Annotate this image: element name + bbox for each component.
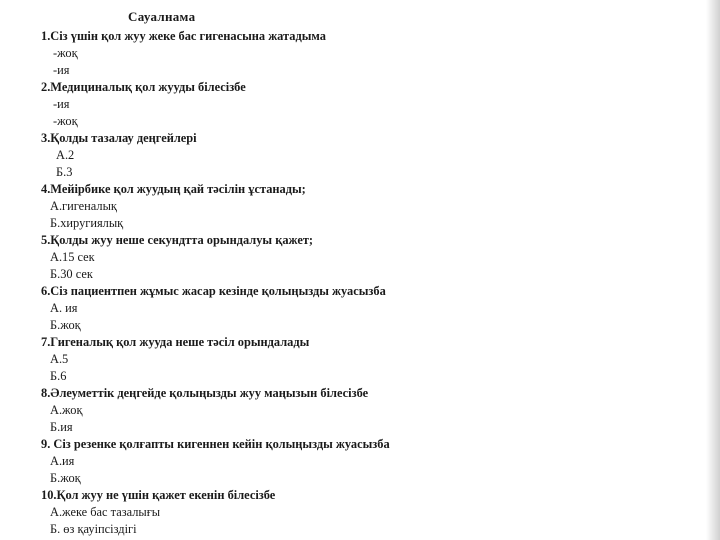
question-2: 2.Медициналық қол жууды білесізбе [41,80,246,94]
question-3: 3.Қолды тазалау деңгейлері [41,131,197,145]
answer-option: А.гигеналық [50,199,117,213]
answer-option: А.ия [50,454,75,468]
answer-option: А.жеке бас тазалығы [50,505,161,519]
answer-option: А.5 [50,352,69,366]
answer-option: Б.6 [50,369,67,383]
question-7: 7.Гигеналық қол жууда неше тәсіл орындалады [41,335,310,349]
answer-option: Б.хиругиялық [50,216,124,230]
answer-option: А. ия [50,301,78,315]
answer-option: Б.30 сек [50,267,93,281]
page-title: Сауалнама [128,9,196,24]
question-1: 1.Сіз үшін қол жуу жеке бас гигенасына жатадыма [41,29,326,43]
question-9: 9. Сіз резенке қолғапты кигеннен кейін қолыңызды жуасызба [41,437,390,451]
question-5: 5.Қолды жуу неше секундтта орындалуы қажет; [41,233,314,247]
answer-option: Б.ия [50,420,73,434]
answer-option: А.жоқ [50,403,83,417]
answer-option: Б. өз қауіпсіздігі [50,522,137,536]
answer-option: Б.жоқ [50,471,81,485]
answer-option: -жоқ [53,114,78,128]
question-4: 4.Мейірбике қол жуудың қай тәсілін ұстанады; [41,182,306,196]
question-10: 10.Қол жуу не үшін қажет екенін білесізбе [41,488,276,502]
answer-option: -жоқ [53,46,78,60]
question-8: 8.Әлеуметтік деңгейде қолыңызды жуу маңызын білесізбе [41,386,369,400]
answer-option: Б.3 [56,165,73,179]
question-6: 6.Сіз пациентпен жұмыс жасар кезінде қолыңызды жуасызба [41,284,386,298]
answer-option: -ия [53,63,70,77]
answer-option: А.2 [56,148,75,162]
answer-option: Б.жоқ [50,318,81,332]
answer-option: -ия [53,97,70,111]
slide-edge-shadow [706,0,720,540]
answer-option: А.15 сек [50,250,95,264]
